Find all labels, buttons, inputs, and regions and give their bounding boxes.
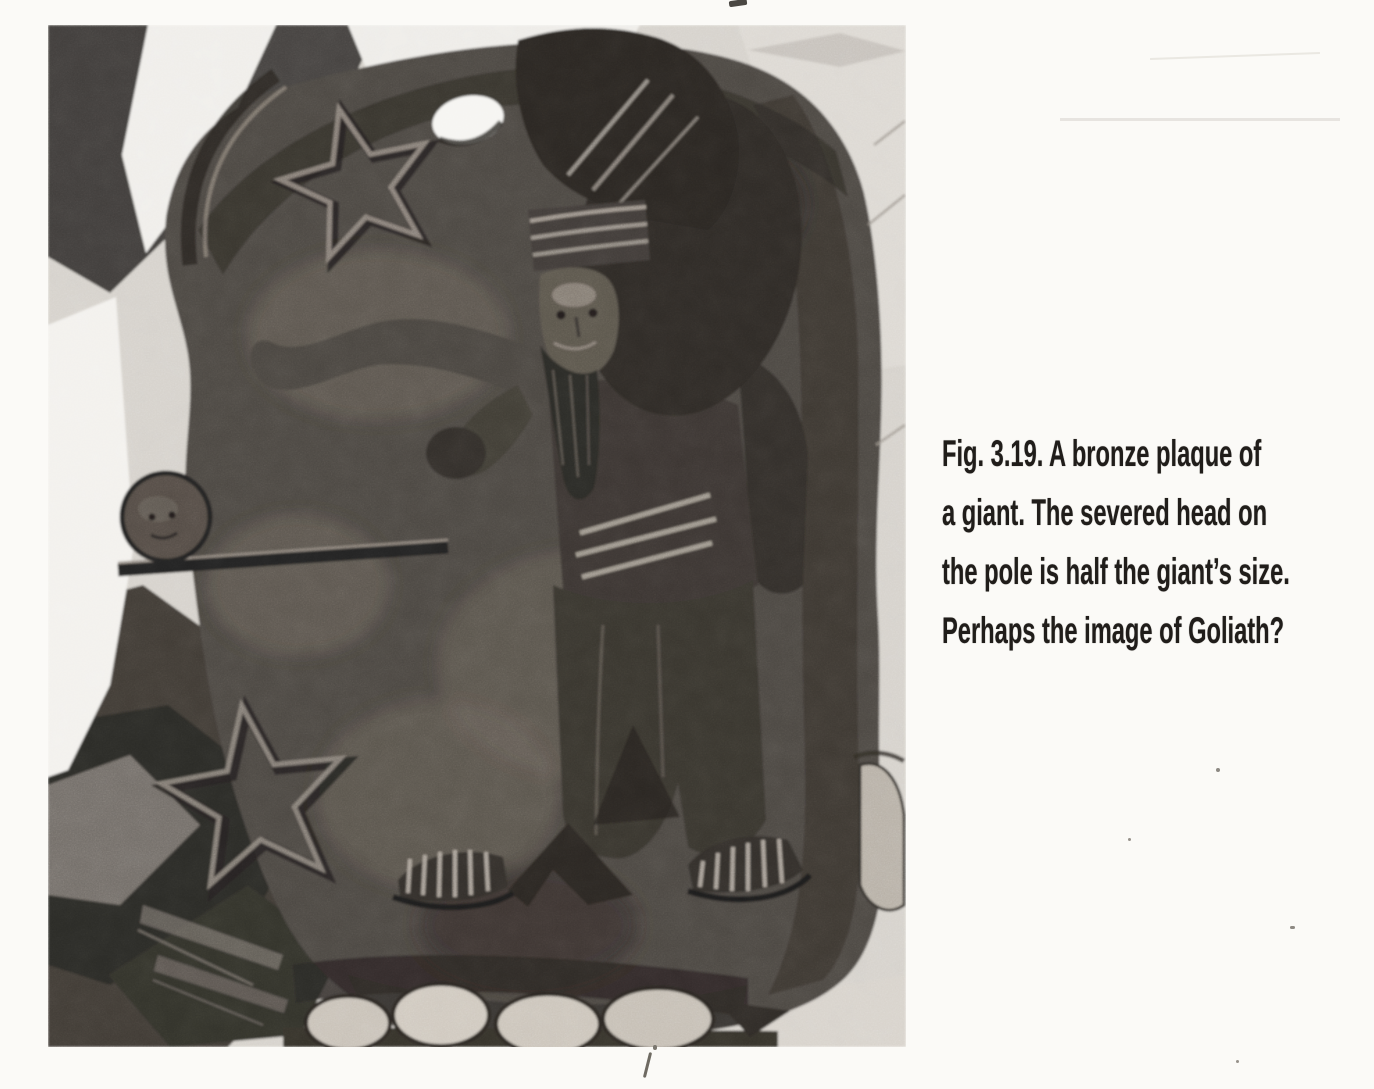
grain-overlay bbox=[48, 25, 906, 1047]
print-squiggle bbox=[643, 1052, 652, 1078]
caption-line-3: the pole is half the giant’s size. bbox=[942, 551, 1290, 592]
print-speck bbox=[653, 1045, 657, 1050]
plaque-photograph-art bbox=[48, 25, 906, 1047]
caption-line-2: a giant. The severed head on bbox=[942, 492, 1268, 533]
figure-caption bbox=[942, 424, 1342, 660]
print-speck bbox=[1128, 838, 1131, 841]
plaque-photograph bbox=[48, 25, 906, 1047]
print-speck bbox=[1290, 926, 1295, 929]
scan-artifact-line bbox=[1060, 118, 1340, 121]
print-speck bbox=[1236, 1060, 1239, 1063]
scan-artifact-line bbox=[1150, 52, 1320, 60]
caption-line-1: Fig. 3.19. A bronze plaque of bbox=[942, 433, 1262, 474]
print-speck bbox=[1216, 768, 1220, 772]
caption-line-4: Perhaps the image of Goliath? bbox=[942, 610, 1285, 651]
print-speck bbox=[729, 0, 748, 7]
